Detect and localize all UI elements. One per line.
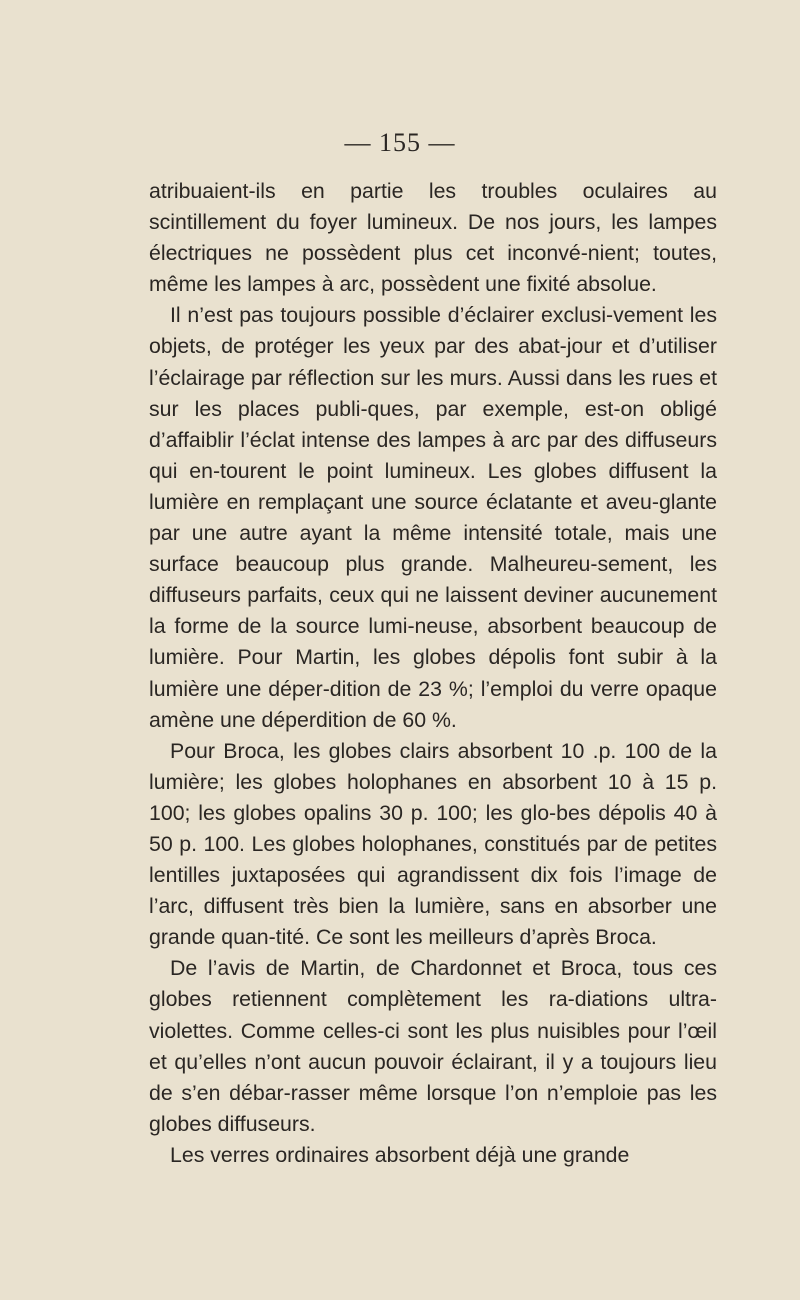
paragraph-1: atribuaient-ils en partie les troubles oculaires au scintillement du foyer lumineux. De nos jours, les lampes électriques ne possèdent plus cet inconvé-nient; toutes, même les lampes à arc, possèdent une fixité absolue. [149, 179, 717, 297]
paragraph-5: Les verres ordinaires absorbent déjà une grande [170, 1142, 630, 1167]
body-text [149, 176, 717, 1171]
page-number: — 155 — [344, 128, 456, 157]
paragraph-4: De l’avis de Martin, de Chardonnet et Broca, tous ces globes retiennent complètement les ra-diations ultra-violettes. Comme celles-ci sont les plus nuisibles pour l’œil et qu’elles n’ont aucun pouvoir éclairant, il y a toujours lieu de s’en débar-rasser même lorsque l’on n’emploie pas les globes diffuseurs. [149, 956, 717, 1136]
paragraph-3: Pour Broca, les globes clairs absorbent 10 .p. 100 de la lumière; les globes holophanes en absorbent 10 à 15 p. 100; les globes opalins 30 p. 100; les glo-bes dépolis 40 à 50 p. 100. Les globes holophanes, constitués par de petites lentilles juxtaposées qui agrandissent dix fois l’image de l’arc, diffusent très bien la lumière, sans en absorber une grande quan-tité. Ce sont les meilleurs d’après Broca. [149, 738, 717, 950]
paragraph-2: Il n’est pas toujours possible d’éclairer exclusi-vement les objets, de protéger les yeux par des abat-jour et d’utiliser l’éclairage par réflection sur les murs. Aussi dans les rues et sur les places publi-ques, par exemple, est-on obligé d’affaiblir l’éclat intense des lampes à arc par des diffuseurs qui en-tourent le point lumineux. Les globes diffusent la lumière en remplaçant une source éclatante et aveu-glante par une autre ayant la même intensité totale, mais une surface beaucoup plus grande. Malheureu-sement, les diffuseurs parfaits, ceux qui ne laissent deviner aucunement la forme de la source lumi-neuse, absorbent beaucoup de lumière. Pour Martin, les globes dépolis font subir à la lumière une déper-dition de 23 %; l’emploi du verre opaque amène une déperdition de 60 %. [149, 303, 717, 732]
